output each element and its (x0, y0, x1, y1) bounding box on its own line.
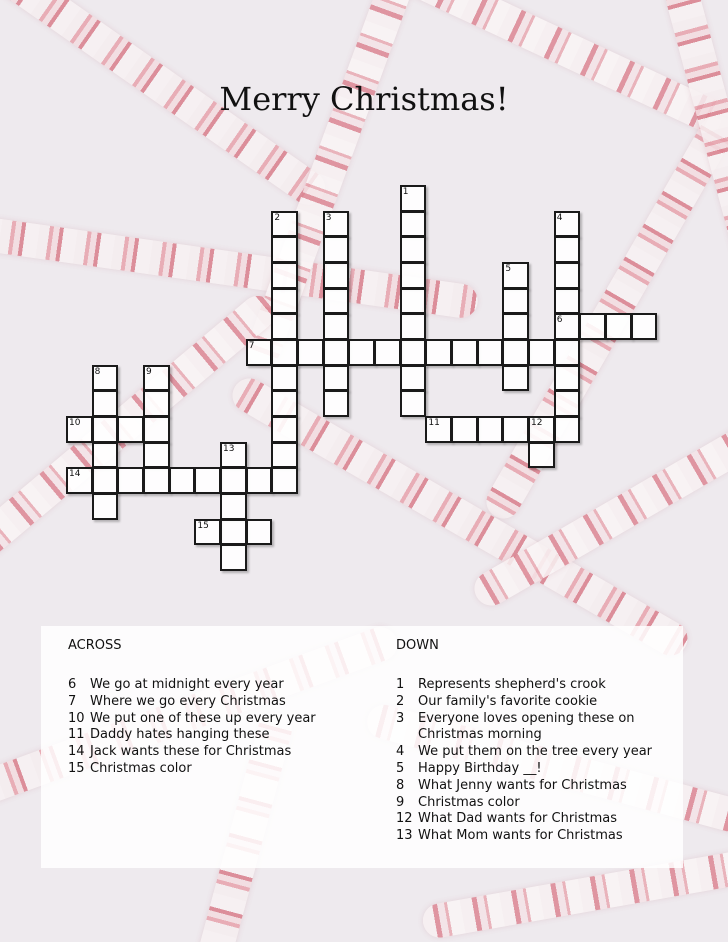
crossword-cell[interactable] (194, 519, 221, 546)
crossword-cell[interactable] (66, 416, 93, 443)
clue-text: What Dad wants for Christmas (418, 811, 618, 827)
crossword-cell[interactable] (220, 493, 247, 520)
crossword-cell[interactable] (220, 442, 247, 469)
clue-text: What Mom wants for Christmas (418, 828, 623, 844)
across-clue (68, 744, 368, 761)
crossword-cell[interactable] (143, 467, 170, 494)
crossword-cell[interactable] (271, 211, 298, 238)
crossword-cell[interactable] (271, 365, 298, 392)
down-clue (396, 778, 681, 795)
crossword-cell[interactable] (66, 467, 93, 494)
crossword-cell[interactable] (400, 262, 427, 289)
clue-number: 6 (68, 677, 77, 692)
crossword-cell[interactable] (554, 236, 581, 263)
crossword-cell[interactable] (271, 416, 298, 443)
crossword-cell[interactable] (92, 365, 119, 392)
down-clue (396, 711, 681, 745)
crossword-cell[interactable] (271, 288, 298, 315)
clue-number: 12 (531, 418, 543, 429)
crossword-cell[interactable] (502, 416, 529, 443)
crossword-cell[interactable] (92, 390, 119, 417)
clue-number: 9 (396, 794, 405, 810)
clue-text: Our family's favorite cookie (418, 693, 598, 709)
clue-text: Jack wants these for Christmas (90, 744, 292, 760)
down-clue (396, 677, 681, 694)
crossword-cell[interactable] (502, 365, 529, 392)
crossword-cell[interactable] (425, 416, 452, 443)
crossword-cell[interactable] (400, 365, 427, 392)
crossword-cell[interactable] (271, 390, 298, 417)
clue-text: We go at midnight every year (90, 677, 284, 692)
crossword-cell[interactable] (400, 185, 427, 212)
clue-number: 15 (68, 760, 85, 776)
crossword-cell[interactable] (169, 467, 196, 494)
crossword-cell[interactable] (323, 365, 350, 392)
clue-text: Represents shepherd's crook (418, 677, 606, 692)
clue-number: 7 (68, 693, 77, 709)
across-clue (68, 694, 368, 711)
crossword-cell[interactable] (400, 390, 427, 417)
crossword-cell[interactable] (554, 313, 581, 340)
crossword-cell[interactable] (554, 288, 581, 315)
crossword-cell[interactable] (143, 365, 170, 392)
crossword-cell[interactable] (246, 519, 273, 546)
crossword-cell[interactable] (502, 339, 529, 366)
crossword-cell[interactable] (143, 416, 170, 443)
clue-number: 1 (396, 677, 405, 692)
crossword-cell[interactable] (400, 211, 427, 238)
clue-text: Christmas color (90, 760, 192, 776)
crossword-cell[interactable] (400, 288, 427, 315)
clue-number: 8 (396, 777, 405, 793)
clue-number: 5 (396, 760, 405, 776)
clue-number: 10 (68, 710, 85, 726)
crossword-cell[interactable] (271, 262, 298, 289)
crossword-cell[interactable] (323, 211, 350, 238)
down-clues (396, 638, 681, 845)
clue-number: 15 (197, 520, 209, 531)
down-clue (396, 744, 681, 761)
crossword-cell[interactable] (271, 442, 298, 469)
clue-text: Christmas color (418, 794, 520, 810)
clue-number: 12 (396, 811, 413, 827)
crossword-cell[interactable] (554, 416, 581, 443)
clue-number: 7 (248, 341, 255, 352)
clues-panel (41, 626, 683, 868)
across-clue (68, 677, 368, 694)
crossword-cell[interactable] (605, 313, 632, 340)
across-heading: ACROSS (68, 638, 122, 653)
crossword-cell[interactable] (400, 236, 427, 263)
crossword-cell[interactable] (502, 288, 529, 315)
clue-number: 14 (68, 744, 85, 760)
crossword-cell[interactable] (194, 467, 221, 494)
crossword-cell[interactable] (554, 365, 581, 392)
clue-text: Everyone loves opening these on Christmas morning (418, 710, 635, 743)
crossword-cell[interactable] (323, 236, 350, 263)
down-clue (396, 694, 681, 711)
clue-number: 4 (556, 212, 563, 223)
clue-number: 4 (396, 744, 405, 760)
clue-text: Where we go every Christmas (90, 693, 286, 709)
crossword-cell[interactable] (297, 339, 324, 366)
clue-number: 9 (146, 366, 152, 377)
clue-number: 3 (396, 710, 405, 726)
clue-number: 2 (274, 212, 281, 223)
down-heading: DOWN (396, 638, 439, 653)
clue-text: We put one of these up every year (90, 710, 316, 726)
crossword-cell[interactable] (374, 339, 401, 366)
crossword-cell[interactable] (92, 467, 119, 494)
crossword-cell[interactable] (323, 339, 350, 366)
crossword-cell[interactable] (451, 416, 478, 443)
crossword-cell[interactable] (271, 313, 298, 340)
clue-number: 13 (223, 443, 235, 454)
crossword-cell[interactable] (323, 390, 350, 417)
crossword-cell[interactable] (502, 262, 529, 289)
crossword-cell[interactable] (246, 467, 273, 494)
clue-text: What Jenny wants for Christmas (418, 777, 627, 793)
crossword-cell[interactable] (579, 313, 606, 340)
clue-number: 1 (402, 187, 409, 197)
crossword-cell[interactable] (554, 390, 581, 417)
crossword-cell[interactable] (220, 519, 247, 546)
across-clue (68, 761, 368, 778)
down-clue (396, 828, 681, 845)
crossword-cell[interactable] (323, 262, 350, 289)
crossword-cell[interactable] (451, 339, 478, 366)
clue-text: Daddy hates hanging these (90, 727, 270, 743)
crossword-cell[interactable] (143, 442, 170, 469)
crossword-cell[interactable] (348, 339, 375, 366)
crossword-cell[interactable] (554, 262, 581, 289)
crossword-cell[interactable] (92, 493, 119, 520)
down-clue (396, 811, 681, 828)
across-clues (68, 638, 368, 778)
crossword-cell[interactable] (271, 236, 298, 263)
clue-number: 3 (325, 212, 332, 223)
across-clue (68, 711, 368, 728)
across-clue (68, 727, 368, 744)
crossword-cell[interactable] (554, 211, 581, 238)
crossword-cell[interactable] (92, 416, 119, 443)
clue-number: 13 (396, 828, 413, 844)
crossword-cell[interactable] (477, 416, 504, 443)
clue-number: 5 (505, 264, 512, 274)
crossword-cell[interactable] (323, 288, 350, 315)
crossword-cell[interactable] (220, 467, 247, 494)
crossword-cell[interactable] (271, 467, 298, 494)
down-clue (396, 761, 681, 778)
crossword-cell[interactable] (425, 339, 452, 366)
crossword-cell[interactable] (477, 339, 504, 366)
page-title: Merry Christmas! (219, 80, 509, 118)
clue-text: We put them on the tree every year (418, 744, 653, 760)
clue-number: 10 (69, 418, 81, 429)
clue-number: 11 (428, 418, 440, 429)
crossword-cell[interactable] (271, 339, 298, 366)
crossword-cell[interactable] (323, 313, 350, 340)
clue-number: 11 (68, 727, 85, 743)
crossword-cell[interactable] (220, 544, 247, 571)
crossword-cell[interactable] (117, 467, 144, 494)
clue-text: Happy Birthday __! (418, 760, 542, 776)
crossword-cell[interactable] (554, 339, 581, 366)
crossword-cell[interactable] (528, 416, 555, 443)
crossword-cell[interactable] (528, 442, 555, 469)
clue-number: 6 (556, 315, 563, 326)
crossword-cell[interactable] (92, 442, 119, 469)
down-clue (396, 795, 681, 812)
crossword-cell[interactable] (631, 313, 658, 340)
crossword-cell[interactable] (400, 339, 427, 366)
clue-number: 2 (396, 693, 405, 709)
clue-number: 8 (94, 366, 101, 377)
crossword-cell[interactable] (143, 390, 170, 417)
clue-number: 14 (69, 469, 81, 480)
crossword-cell[interactable] (117, 416, 144, 443)
crossword-cell[interactable] (502, 313, 529, 340)
crossword-cell[interactable] (246, 339, 273, 366)
crossword-cell[interactable] (400, 313, 427, 340)
crossword-cell[interactable] (528, 339, 555, 366)
